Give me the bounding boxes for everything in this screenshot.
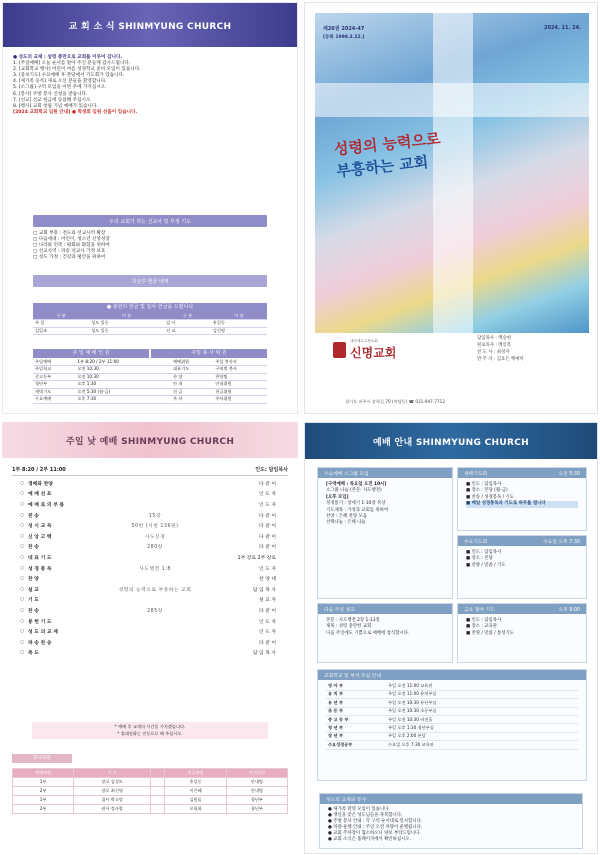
denomination: 대한예수교장로회 [350,339,378,343]
box-title: 성도의 교제와 봉사 [326,797,367,803]
box-title: 수요예배 소그룹 모임 [324,471,369,477]
pastoral-staff [477,335,524,363]
table-row: 2부 권사 정사랑 오평화 청년부 [13,805,288,814]
order-of-worship [20,478,276,658]
table-row: 십일조 성도 일동 선 교 김신명 [33,327,267,335]
order-item [20,552,276,563]
table-row: 2부 장로 최신명 이은혜 안내팀 [13,787,288,796]
announcements [13,55,287,116]
fellowship-box [319,793,583,849]
order-bullet: ○ [20,618,25,624]
church-logo-block [333,339,396,361]
table-row: 초 등 부 주일 오전 10:30 초등부실 [326,707,578,715]
table-row: 주일예배 1부 8:20 / 2부 11:00 예배위원 주일 봉사자 [33,358,267,366]
order-bullet: ○ [20,607,25,613]
church-logo-icon [333,342,346,358]
order-label: 성 도 의 교 제 [28,630,58,636]
order-item [20,478,276,489]
order-label: 기 도 [28,598,39,604]
box-line: ● 교회 주차장이 협소하오니 양보 부탁드립니다. [328,831,421,836]
worship-leader: 인도: 담임목사 [255,467,288,473]
order-content: 성령의 능력으로 부흥하는 교회 [118,587,192,593]
box-line: ■ 장소 : 본당 (월-금) [466,488,508,494]
order-leader: 다 같 이 [259,524,276,530]
announcement-item: 1. [주일예배] 오늘 순서를 맡아 주신 분들께 감사드립니다. [13,61,131,67]
table-row: 1부 집사 박소망 김믿음 청년부 [13,796,288,805]
prayer-item: □ 성도 가정 : 건강과 평안을 위하여 [33,255,106,260]
worship-order-header: 주일 낮 예배 SHINMYUNG CHURCH [2,422,298,458]
box-line: 본문 : 사도행전 2장 1-13절 [326,618,380,623]
order-item [20,531,276,542]
note-line: * 예배 후 교제의 시간을 가지겠습니다. [114,724,186,729]
order-item [20,626,276,637]
staff-item: 원로목사 : 백일복 [477,343,511,348]
box-line: ■ 찬송 / 성경봉독 / 기도 [466,494,515,500]
order-label: 예 배 선 포 [28,492,52,498]
worship-times: 1부 8:20 / 2부 11:00 [12,467,66,473]
service-staff-title: 주일 봉 사 위 원 [151,349,267,358]
announcement-item: ● 성도의 교제 : 성령 충만으로 교회를 이루어 갑니다. [13,55,123,60]
order-label: 찬 양 [28,577,39,583]
box-line: 소그룹 나눔 (본문: 사도행전) [326,488,382,494]
box-line: ● 주방 봉사 안내 : 각 구역 순서대로 봉사합니다. [328,819,423,824]
bulletin-date: 2024. 11. 24. [543,25,581,31]
order-item [20,595,276,606]
prayer-item: □ 선교사역 : 파송 선교사 가정 보호 [33,249,106,254]
order-leader: 담 임 목 사 [252,587,276,593]
order-content: 285장 [147,608,163,614]
order-label: 신 앙 고 백 [28,534,52,540]
order-label: 찬 송 [28,513,39,519]
note-line: * 휴대전화는 진동으로 해 주십시오. [117,730,183,736]
order-item [20,637,276,648]
church-name: 신명교회 [350,345,397,360]
prayer-item: □ 나라와 민족 : 평화와 화합을 위하여 [33,243,110,248]
order-content: 50번 (시편 136편) [131,524,179,530]
order-leader: 찬 양 대 [259,577,276,583]
order-bullet: ○ [20,565,25,571]
order-content: 280장 [147,545,163,551]
wednesday-prayer-box [457,535,587,599]
next-sermon-box [317,603,453,663]
box-title: 다음 주일 설교 [324,607,355,613]
box-line: 성경읽기 : 창세기 1-10장 묵상 [326,501,386,507]
box-line: ■ 장소 : 본당 [466,556,493,562]
staff-item: 반 주 자 : 김효은 백예미 [477,357,524,362]
box-line: [구역예배 : 목요일 오전 10시] [326,482,387,487]
order-item [20,563,276,574]
church-news-page [2,2,298,414]
order-bullet: ○ [20,544,25,550]
small-group-box [317,467,453,599]
box-line: ■ 인도 : 담임목사 [466,482,502,487]
offering-table: ● 봉헌의 헌금 및 감사 헌금을 드립니다 구 분 이 름 구 분 이 름 주 일 성도 일동 감 사 홍길동 십일조 성도 일동 선 교 김신명 [33,303,267,335]
box-line: ■ 인도 : 담임목사 [466,550,502,555]
box-line: 선택나눔 : 은혜 나눔 [326,520,366,526]
dawn-prayer-box [457,467,587,531]
box-line: ■ 장소 : 교육관 [466,624,498,630]
issue-number: 제26권 2024-47 [323,26,365,32]
order-bullet: ○ [20,639,25,645]
prayer-band: 우리 교회가 하는 신교사 및 부정 기도 [33,215,267,227]
box-line: ■ 인도 : 담임목사 [466,618,502,623]
staff-item: 담임목사 : 백승현 [477,336,511,341]
cross-icon [433,13,473,333]
order-item [20,616,276,627]
table-row: 새벽기도 오전 5:30 (월-금) 헌 금 헌금위원 [33,388,267,396]
box-line: 찬양 : 은혜 찬양 모음 [326,514,367,520]
staff-item: 전 도 사 : 최성자 [477,350,510,355]
order-item [20,499,276,510]
order-content: 사도행전 1:8 [139,566,171,572]
order-leader: 다 같 이 [259,545,276,551]
table-row: 1부 장로 김성도 홍길동 안내팀 [13,778,288,787]
box-line: 제목 : 성령 충만한 교회 [326,624,372,630]
cover-slogan [333,128,444,183]
order-bullet: ○ [20,597,25,603]
offering-table-title: ● 봉헌의 헌금 및 감사 헌금을 드립니다 [33,303,267,312]
order-label: 대 표 기 도 [28,555,52,561]
box-line: ■ 찬양 / 말씀 / 통성기도 [466,630,515,636]
order-bullet: ○ [20,650,25,656]
order-item [20,605,276,616]
order-label: 파 송 찬 송 [28,640,52,646]
box-line: [오후 모임] [326,494,349,500]
cross-bar [315,83,589,117]
order-bullet: ○ [20,523,25,529]
order-item [20,648,276,659]
worship-notes [32,722,268,739]
box-time: 오후 9:00 [558,607,580,613]
order-bullet: ○ [20,491,25,497]
announcement-item: 4. [새가족 등록] 새로 오신 분들을 환영합니다. [13,79,107,85]
slogan-line: 성령의 능력으로 [333,129,442,159]
worship-order-page [2,422,298,854]
order-leader: 다 같 이 [259,481,276,487]
box-line: ● 새가족 환영 모임이 있습니다. [328,807,390,812]
table-row: 장 년 부 주일 오후 2:00 본당 [326,732,578,740]
announcement-item: 6. [봉사] 주방 봉사 신청을 받습니다. [13,91,88,97]
slogan-line: 부흥하는 교회 [335,152,430,181]
box-time: 오전 5:30 [558,471,580,477]
box-line: 다음 주일에도 기쁨으로 예배에 참석합시다. [326,630,410,636]
service-committee-table: 예배위원 기 도 헌금위원 안내위원 1부 장로 김성도 홍길동 안내팀 2부 장로 최신명 이은혜 안내팀 1부 집사 박소망 김믿음 청년부 2부 권사 정사랑 오평화 청년부 [12,768,288,814]
order-leader: 다 같 이 [259,534,276,540]
order-bullet: ○ [20,629,25,635]
order-leader: 인 도 자 [259,566,276,572]
table-row: 청년부 오후 1:30 안 내 안내위원 [33,381,267,389]
highlight-line: ■ 매일 성경통독과 기도로 하루를 엽니다 [466,501,578,507]
order-item [20,510,276,521]
order-leader: 인 도 자 [259,630,276,636]
prayer-list [33,231,267,261]
order-leader: 설 교 자 [259,598,276,604]
bulletin-cover [304,2,598,414]
table-row: 중고등부 오전 10:30 찬 양 찬양팀 [33,373,267,381]
order-bullet: ○ [20,533,25,539]
order-bullet: ○ [20,480,25,486]
order-label: 성 시 교 독 [28,524,52,530]
box-line: ● 교회 소식은 홈페이지에서 확인하십시오. [328,837,411,842]
box-title: 수요기도회 [464,539,488,545]
table-row: 수요예배 오후 7:30 주 차 주차위원 [33,396,267,404]
table-row: 주일학교 오전 10:30 대표기도 구역별 봉사 [33,366,267,374]
offering-notice-band: 지난주 헌금 내역 [33,275,267,287]
staff-table [33,349,267,404]
table-row: 청 년 부 주일 오후 1:30 청년부실 [326,724,578,732]
box-line: 기도제목 : 가정과 교회를 위하여 [326,507,389,513]
box-title: 새벽기도회 [464,471,488,477]
announcement-item: 8. [행사] 교회 창립 기념 예배가 있습니다. [13,103,98,109]
table-row: 영 아 부 주일 오전 11:00 교육관 [326,682,578,690]
registration-info: [등록 1998.3.22.] [323,35,365,40]
box-line: ● 차량 운행 안내 : 주일 오전 차량이 운행됩니다. [328,825,423,830]
order-label: 예 배 로 의 부 름 [28,502,65,508]
church-address: 경기도 파주시 송학길 70 (야당동) ☎ 031-947-7712 [345,399,446,404]
order-leader: 1부 장로 2부 장로 [237,555,276,561]
box-line: ■ 찬양 / 말씀 / 기도 [466,562,506,568]
highlight-announcement: [2024 교회학교 임원 안내] ● 학생회 임원 선출이 있습니다. [13,109,138,115]
order-label: 경배와 찬양 [28,481,53,487]
order-leader: 다 같 이 [259,640,276,646]
order-leader: 다 같 이 [259,513,276,519]
cover-artwork [315,13,589,333]
prayer-item: □ 교회 부흥 : 전도와 선교사역 확장 [33,231,106,236]
announcement-item: 3. [중보기도] 수요예배 후 본당에서 기도회가 있습니다. [13,73,125,79]
worship-guide-header: 예배 안내 SHINMYUNG CHURCH [305,423,597,459]
church-news-header: 교 회 소 식 SHINMYUNG CHURCH [3,3,297,47]
order-label: 봉 헌 기 도 [28,619,52,625]
announcement-item: 5. [소그룹] 구역 모임을 이번 주에 가지십시오. [13,85,107,91]
order-label: 찬 송 [28,608,39,614]
order-content: 사도신경 [144,534,166,540]
box-title: 교회학교 및 부서 모임 안내 [324,673,382,679]
order-item [20,520,276,531]
box-time: 수요일 오후 7:30 [543,539,580,545]
order-bullet: ○ [20,586,25,592]
departments-box [317,669,587,781]
order-content: 15장 [148,513,162,519]
table-row: 수요성경공부 수요일 오후 7:30 교육관 [326,741,578,749]
prayer-item: □ 다음세대 : 어린이, 청소년 신앙성장 [33,237,110,242]
order-leader: 다 같 이 [259,608,276,614]
order-label: 설 교 [28,587,39,593]
box-title: 금요 철야 기도 [464,607,495,613]
order-item [20,573,276,584]
order-leader: 담 임 목 사 [252,651,276,657]
table-row: 중 고 등 부 주일 오전 10:30 비전홀 [326,716,578,724]
order-leader: 인 도 자 [259,502,276,508]
order-bullet: ○ [20,501,25,507]
box-line: ● 생일을 맞은 성도님들을 축복합니다. [328,813,403,818]
order-item [20,584,276,595]
worship-times-title: 주 일 예 배 인 원 [33,349,149,358]
table-row: 유 년 부 주일 오전 10:30 유년부실 [326,699,578,707]
table-row: 유 치 부 주일 오전 11:00 유치부실 [326,690,578,698]
order-leader: 인 도 자 [259,492,276,498]
order-label: 찬 송 [28,545,39,551]
table-row: 주 일 성도 일동 감 사 홍길동 [33,320,267,328]
announcement-item: 7. [선교] 선교 헌금에 동참해 주십시오. [13,97,92,103]
order-label: 성 경 봉 독 [28,566,52,572]
worship-guide-page [304,422,598,854]
order-bullet: ○ [20,512,25,518]
order-bullet: ○ [20,554,25,560]
order-item [20,542,276,553]
order-bullet: ○ [20,576,25,582]
order-item [20,489,276,500]
friday-prayer-box [457,603,587,663]
order-label: 축 도 [28,651,39,657]
announcement-item: 2. [교회학교 행사] 어린이 여름 성경학교 준비 모임이 있습니다. [13,67,141,73]
order-leader: 인 도 자 [259,619,276,625]
service-committee-title: 봉사위원 [12,754,72,763]
